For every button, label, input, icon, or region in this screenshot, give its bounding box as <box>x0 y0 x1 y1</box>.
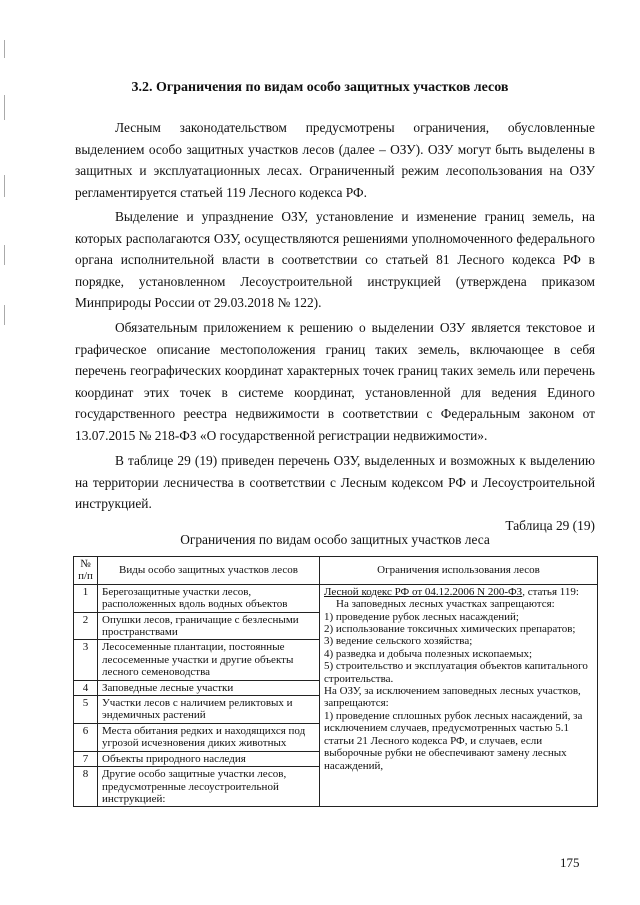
binding-mark <box>4 95 11 120</box>
row-type: Заповедные лесные участки <box>98 680 320 695</box>
row-type: Другие особо защитные участки лесов, предусмотренные лесоустроительной инструкцией: <box>98 767 320 807</box>
binding-mark <box>4 40 11 58</box>
row-type: Опушки лесов, граничащие с безлесными пространствами <box>98 612 320 640</box>
header-restrictions: Ограничения использования лесов <box>320 557 598 585</box>
row-num: 1 <box>74 584 98 612</box>
row-num: 2 <box>74 612 98 640</box>
table-header-row <box>74 557 598 585</box>
binding-mark <box>4 305 11 325</box>
paragraph-4: В таблице 29 (19) приведен перечень ОЗУ, выделенных и возможных к выделению на территории лесничества в соответствии с Лесным кодексом РФ и Лесоустроительной инструкцией. <box>75 453 595 511</box>
restriction-line: 1) проведение рубок лесных насаждений; <box>324 610 519 623</box>
table-number: Таблица 29 (19) <box>505 518 595 533</box>
table-row <box>74 584 598 612</box>
row-type: Объекты природного наследия <box>98 751 320 766</box>
binding-mark <box>4 175 11 197</box>
restriction-line: 4) разведка и добыча полезных ископаемых; <box>324 647 533 660</box>
restrictions-cell <box>320 584 598 807</box>
paragraph-3: Обязательным приложением к решению о выделении ОЗУ является текстовое и графическое описание местоположения границ таких земель, включающее в себя перечень географических координат характерных точек границ таких земель или перечень координат этих точек в системе координат, установленной для ведения Единого государственного реестра недвижимости в соответствии с Федеральным законом от 13.07.2015 № 218-ФЗ «О государственной регистрации недвижимости». <box>75 320 595 443</box>
row-num: 4 <box>74 680 98 695</box>
restriction-line: На заповедных лесных участках запрещаются: <box>336 598 555 611</box>
binding-mark <box>4 245 11 265</box>
row-type: Лесосеменные плантации, постоянные лесосеменные участки и другие объекты лесного семеноводства <box>98 640 320 680</box>
row-num: 5 <box>74 696 98 724</box>
section-heading: 3.2. Ограничения по видам особо защитных участков лесов <box>131 80 509 95</box>
row-type: Берегозащитные участки лесов, расположенных вдоль водных объектов <box>98 584 320 612</box>
restrictions-table <box>73 556 598 807</box>
header-type: Виды особо защитных участков лесов <box>98 557 320 585</box>
row-num: 8 <box>74 767 98 807</box>
paragraph-1: Лесным законодательством предусмотрены ограничения, обусловленные выделением особо защитных участков лесов (далее – ОЗУ). ОЗУ могут быть выделены в защитных и эксплуатационных лесах. Ограниченный режим лесопользования на ОЗУ регламентируется статьей 119 Лесного кодекса РФ. <box>75 120 595 200</box>
restriction-line: На ОЗУ, за исключением заповедных лесных участков, запрещаются: <box>324 685 581 710</box>
law-link[interactable]: Лесной кодекс РФ от 04.12.2006 N 200-ФЗ <box>324 585 523 598</box>
row-num: 7 <box>74 751 98 766</box>
paragraph-2: Выделение и упразднение ОЗУ, установление и изменение границ земель, на которых располагаются ОЗУ, осуществляются решениями уполномоченного федерального органа исполнительной власти в соответствии со статьей 81 Лесного кодекса РФ в порядке, установленном Лесоустроительной инструкцией (утверждена приказом Минприроды России от 29.03.2018 № 122). <box>75 209 595 310</box>
table-caption: Ограничения по видам особо защитных участков леса <box>180 532 490 547</box>
page-number: 175 <box>560 855 580 870</box>
restriction-line: 2) использование токсичных химических препаратов; <box>324 623 576 636</box>
header-num: № п/п <box>74 557 98 585</box>
row-type: Участки лесов с наличием реликтовых и эндемичных растений <box>98 696 320 724</box>
restriction-line: 5) строительство и эксплуатация объектов капитального строительства. <box>324 660 588 685</box>
law-suffix: , статья 119: <box>522 585 579 598</box>
restriction-line: 3) ведение сельского хозяйства; <box>324 635 473 648</box>
restriction-line: 1) проведение сплошных рубок лесных насаждений, за исключением случаев, предусмотренных частью 5.1 статьи 21 Лесного кодекса РФ, и случаев, если выборочные рубки не обеспечивают замену лесных насаждений, <box>324 709 583 772</box>
row-num: 6 <box>74 723 98 751</box>
row-type: Места обитания редких и находящихся под угрозой исчезновения диких животных <box>98 723 320 751</box>
row-num: 3 <box>74 640 98 680</box>
